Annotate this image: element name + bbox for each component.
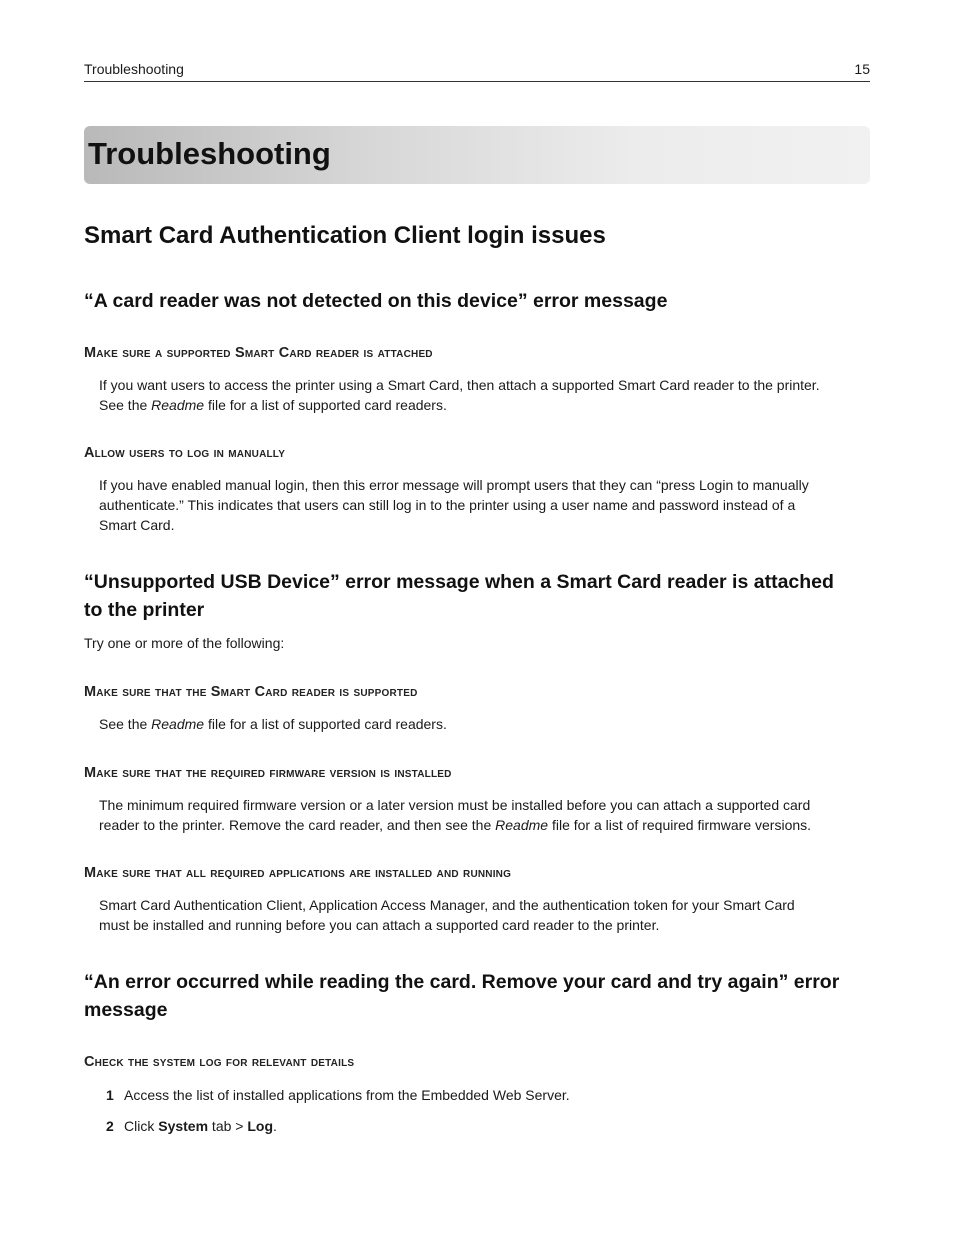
topic-title-card-reader-not-detected: “A card reader was not detected on this device” error message	[84, 290, 668, 312]
step-text	[124, 1116, 277, 1136]
text-run: See the	[99, 716, 152, 732]
paragraph-line	[99, 815, 874, 835]
paragraph-line: authenticate.” This indicates that users can still log in to the printer using a user name and password instead of a	[99, 497, 796, 513]
readme-emphasis: Readme	[495, 817, 549, 833]
chapter-banner	[84, 126, 870, 184]
running-header	[84, 59, 870, 82]
subheading-applications-running: Make sure that all required applications are installed and running	[84, 865, 512, 881]
chapter-title: Troubleshooting	[88, 136, 331, 171]
paragraph-line	[99, 714, 874, 734]
paragraph-line	[99, 395, 874, 415]
subheading-check-system-log: Check the system log for relevant details	[84, 1054, 355, 1070]
paragraph-line: If you have enabled manual login, then this error message will prompt users that they can “press Login to manually	[99, 477, 809, 493]
intro-text: Try one or more of the following:	[84, 635, 285, 651]
text-run: file for a list of supported card readers.	[204, 397, 447, 413]
topic-title-error-reading-card	[84, 968, 870, 1024]
text-run: tab >	[208, 1118, 248, 1134]
subheading-firmware-installed: Make sure that the required firmware version is installed	[84, 765, 452, 781]
running-header-section: Troubleshooting	[84, 61, 184, 77]
section-title: Smart Card Authentication Client login issues	[84, 222, 606, 249]
step-text: Access the list of installed applications from the Embedded Web Server.	[124, 1087, 570, 1103]
title-line: to the printer	[84, 599, 205, 621]
subheading-reader-supported: Make sure that the Smart Card reader is supported	[84, 684, 418, 700]
title-line: message	[84, 999, 168, 1021]
paragraph-line: Smart Card.	[99, 517, 175, 533]
text-run: .	[273, 1118, 277, 1134]
paragraph-line: If you want users to access the printer using a Smart Card, then attach a supported Smart Card reader to the printer.	[99, 377, 820, 393]
title-line: “An error occurred while reading the card. Remove your card and try again” error	[84, 971, 840, 993]
text-run: Click	[124, 1118, 159, 1134]
paragraph-line: Smart Card Authentication Client, Application Access Manager, and the authentication token for your Smart Card	[99, 897, 795, 913]
text-run: file for a list of required firmware versions.	[548, 817, 812, 833]
readme-emphasis: Readme	[151, 716, 205, 732]
paragraph-line: must be installed and running before you can attach a supported card reader to the printer.	[99, 917, 660, 933]
readme-emphasis: Readme	[151, 397, 205, 413]
paragraph-line: The minimum required firmware version or a later version must be installed before you can attach a supported card	[99, 797, 811, 813]
text-run: See the	[99, 397, 152, 413]
text-run: reader to the printer. Remove the card reader, and then see the	[99, 817, 496, 833]
title-line: “Unsupported USB Device” error message when a Smart Card reader is attached	[84, 571, 834, 593]
subheading-supported-reader-attached: Make sure a supported Smart Card reader is attached	[84, 345, 433, 361]
page-number: 15	[854, 61, 870, 77]
topic-title-unsupported-usb-device	[84, 568, 870, 624]
step-number: 2	[106, 1118, 114, 1134]
ui-label-system: System	[158, 1118, 209, 1134]
text-run: file for a list of supported card readers.	[204, 716, 447, 732]
subheading-allow-manual-login: Allow users to log in manually	[84, 445, 286, 461]
step-number: 1	[106, 1087, 114, 1103]
ui-label-log: Log	[247, 1118, 274, 1134]
